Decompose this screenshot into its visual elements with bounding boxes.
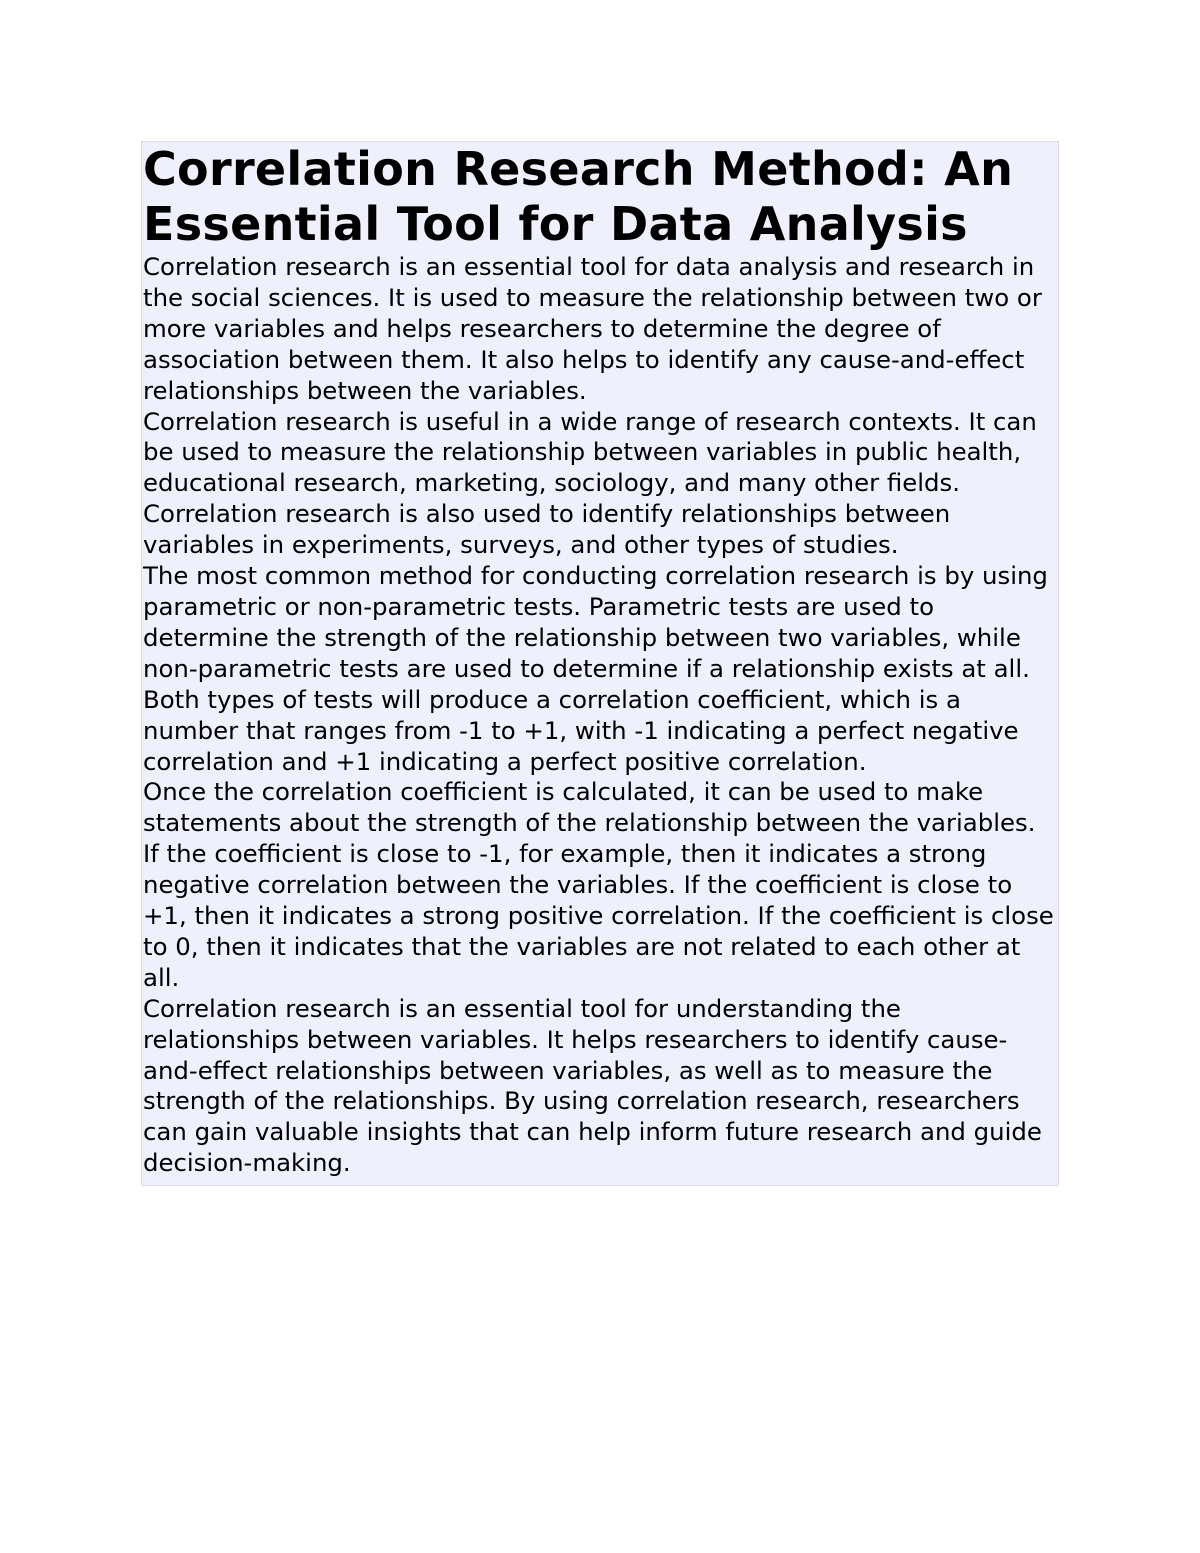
paragraph-1: Correlation research is an essential tool for data analysis and research in the social sciences. It is used to measure the relationship between two or more variables and helps researchers to determine the degree of association between them. It also helps to identify any cause-and-effect relationships between the variables. bbox=[143, 252, 1042, 405]
document-text-block bbox=[141, 141, 1059, 1186]
paragraph-2: Correlation research is useful in a wide range of research contexts. It can be used to measure the relationship between variables in public health, educational research, marketing, sociology, and many other fields. Correlation research is also used to identify relationships between variables in experiments, surveys, and other types of studies. bbox=[143, 406, 1037, 560]
paragraph-5: Correlation research is an essential tool for understanding the relationships between variables. It helps researchers to identify cause-and-effect relationships between variables, as well as to measure the strength of the relationships. By using correlation research, researchers can gain valuable insights that can help inform future research and guide decision-making. bbox=[143, 993, 1042, 1178]
paragraph-4: Once the correlation coefficient is calculated, it can be used to make statements about the strength of the relationship between the variables. If the coefficient is close to -1, for example, then it indicates a strong negative correlation between the variables. If the coefficient is close to +1, then it indicates a strong positive correlation. If the coefficient is close to 0, then it indicates that the variables are not related to each other at all. bbox=[143, 777, 1054, 992]
document-title: Correlation Research Method: An Essential Tool for Data Analysis bbox=[143, 142, 1014, 251]
paragraph-3: The most common method for conducting correlation research is by using parametric or non-parametric tests. Parametric tests are used to determine the strength of the relationship between two variables, while non-parametric tests are used to determine if a relationship exists at all. Both types of tests will produce a correlation coefficient, which is a number that ranges from -1 to +1, with -1 indicating a perfect negative correlation and +1 indicating a perfect positive correlation. bbox=[143, 561, 1048, 776]
